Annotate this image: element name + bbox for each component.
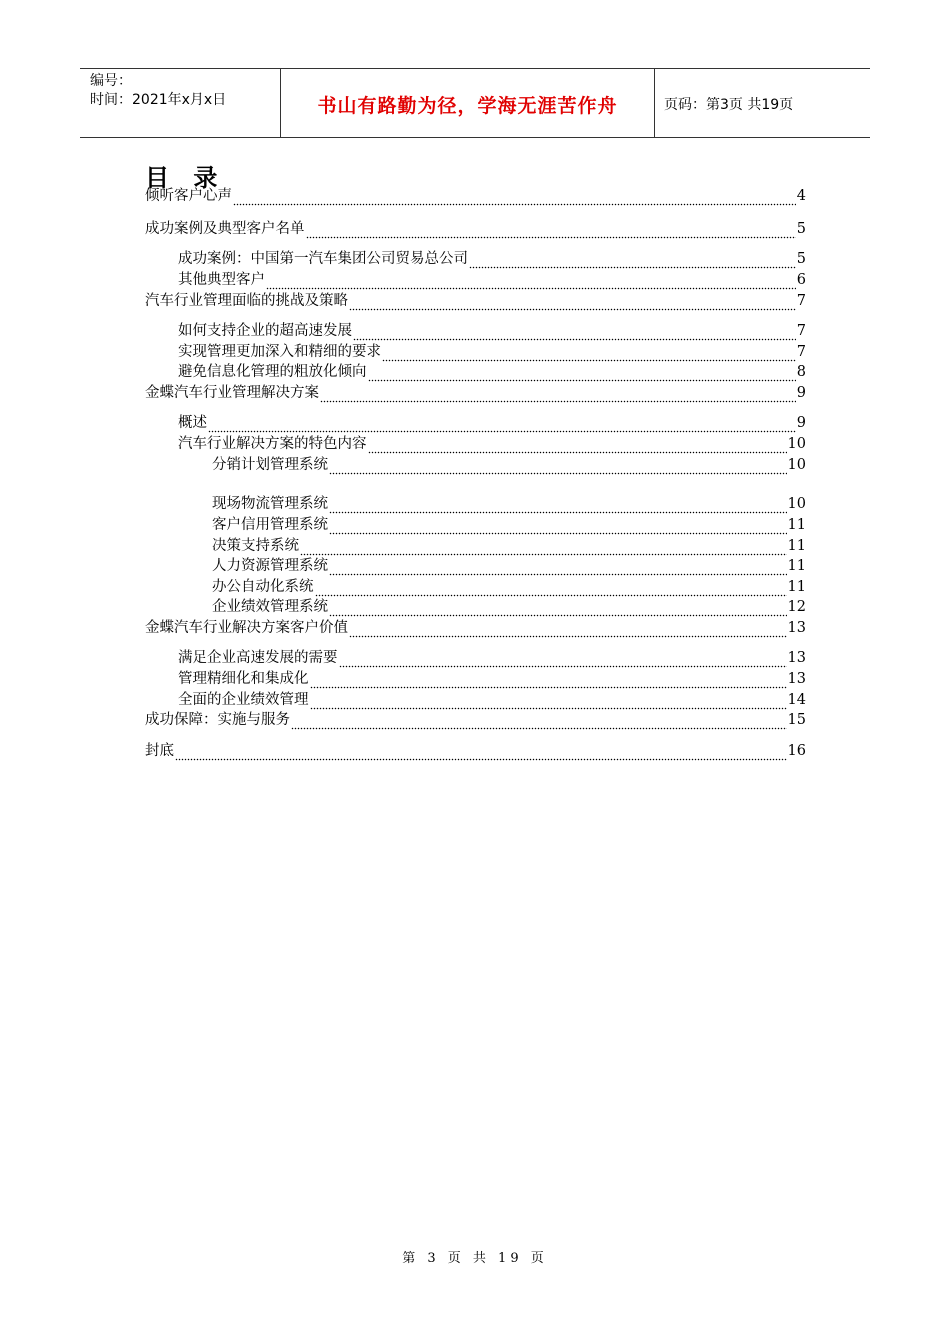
toc-entry[interactable] [178, 648, 806, 668]
toc-dot-leader [329, 500, 787, 514]
toc-entry-page: 11 [787, 517, 806, 533]
toc-dot-leader [310, 675, 787, 689]
toc-entry[interactable] [212, 455, 806, 475]
toc-dot-leader [329, 521, 787, 535]
toc-entry-title: 金蝶汽车行业解决方案客户价值 [145, 620, 348, 636]
toc-entry[interactable] [212, 597, 806, 617]
document-date-label: 时间：2021年x月x日 [90, 92, 227, 108]
toc-entry[interactable] [212, 515, 806, 535]
toc-entry-title: 企业绩效管理系统 [212, 599, 328, 615]
toc-entry[interactable] [145, 186, 806, 206]
toc-entry-page: 6 [796, 272, 806, 288]
toc-entry-page: 5 [796, 251, 806, 267]
toc-entry-page: 13 [787, 650, 806, 666]
toc-entry-page: 10 [787, 496, 806, 512]
toc-entry-title: 分销计划管理系统 [212, 457, 328, 473]
toc-entry-title: 决策支持系统 [212, 538, 299, 554]
toc-dot-leader [329, 603, 787, 617]
toc-dot-leader [353, 327, 796, 341]
toc-entry-title: 如何支持企业的超高速发展 [178, 323, 352, 339]
toc-entry-page: 9 [796, 415, 806, 431]
toc-dot-leader [208, 419, 796, 433]
toc-dot-leader [233, 192, 796, 206]
toc-entry-title: 现场物流管理系统 [212, 496, 328, 512]
toc-dot-leader [329, 461, 787, 475]
toc-entry-page: 13 [787, 671, 806, 687]
toc-entry-page: 7 [796, 323, 806, 339]
toc-dot-leader [368, 368, 796, 382]
toc-entry[interactable] [145, 291, 806, 311]
toc-entry[interactable] [178, 669, 806, 689]
toc-entry-title: 客户信用管理系统 [212, 517, 328, 533]
toc-dot-leader [320, 389, 796, 403]
toc-entry-title: 办公自动化系统 [212, 579, 314, 595]
header-page-info: 页码：第3页 共19页 [664, 97, 794, 113]
toc-entry-title: 汽车行业管理面临的挑战及策略 [145, 293, 348, 309]
toc-entry-page: 7 [796, 344, 806, 360]
header-slogan: 书山有路勤为径，学海无涯苦作舟 [317, 95, 618, 117]
toc-entry-page: 11 [787, 558, 806, 574]
toc-entry-title: 汽车行业解决方案的特色内容 [178, 436, 367, 452]
toc-dot-leader [368, 440, 787, 454]
toc-entry[interactable] [212, 556, 806, 576]
toc-dot-leader [329, 562, 787, 576]
toc-entry[interactable] [178, 321, 806, 341]
toc-dot-leader [310, 696, 787, 710]
toc-entry-page: 11 [787, 579, 806, 595]
toc-entry-page: 11 [787, 538, 806, 554]
toc-dot-leader [291, 716, 787, 730]
toc-dot-leader [349, 624, 787, 638]
toc-dot-leader [339, 654, 787, 668]
toc-entry-page: 7 [796, 293, 806, 309]
toc-dot-leader [382, 348, 796, 362]
toc-entry-title: 概述 [178, 415, 207, 431]
toc-entry-page: 14 [787, 692, 806, 708]
toc-entry[interactable] [178, 342, 806, 362]
toc-title: 目 录 [145, 164, 226, 192]
toc-entry-title: 实现管理更加深入和精细的要求 [178, 344, 381, 360]
toc-entry-title: 倾听客户心声 [145, 188, 232, 204]
document-number-label: 编号： [90, 73, 132, 89]
toc-entry-title: 避免信息化管理的粗放化倾向 [178, 364, 367, 380]
toc-dot-leader [469, 255, 796, 269]
toc-entry-page: 9 [796, 385, 806, 401]
toc-entry[interactable] [178, 413, 806, 433]
toc-dot-leader [266, 276, 796, 290]
toc-entry[interactable] [145, 219, 806, 239]
toc-entry[interactable] [178, 249, 806, 269]
toc-entry[interactable] [212, 536, 806, 556]
toc-entry-page: 12 [787, 599, 806, 615]
toc-dot-leader [306, 225, 796, 239]
toc-entry-title: 全面的企业绩效管理 [178, 692, 309, 708]
toc-entry-page: 13 [787, 620, 806, 636]
toc-entry[interactable] [212, 494, 806, 514]
toc-entry[interactable] [178, 690, 806, 710]
toc-entry-title: 其他典型客户 [178, 272, 265, 288]
toc-entry-page: 4 [796, 188, 806, 204]
toc-entry[interactable] [178, 362, 806, 382]
toc-dot-leader [175, 747, 787, 761]
footer-page-number: 第 3 页 共 19 页 [402, 1251, 548, 1266]
toc-entry-page: 15 [787, 712, 806, 728]
toc-dot-leader [349, 297, 796, 311]
toc-dot-leader [300, 542, 787, 556]
toc-entry-title: 金蝶汽车行业管理解决方案 [145, 385, 319, 401]
toc-entry-page: 5 [796, 221, 806, 237]
toc-entry-title: 人力资源管理系统 [212, 558, 328, 574]
toc-entry-page: 16 [787, 743, 806, 759]
toc-entry[interactable] [145, 383, 806, 403]
toc-entry-title: 管理精细化和集成化 [178, 671, 309, 687]
toc-entry-page: 10 [787, 436, 806, 452]
toc-entry[interactable] [145, 618, 806, 638]
toc-entry-title: 满足企业高速发展的需要 [178, 650, 338, 666]
toc-dot-leader [315, 583, 787, 597]
toc-entry[interactable] [145, 741, 806, 761]
toc-entry-title: 成功案例及典型客户名单 [145, 221, 305, 237]
toc-entry[interactable] [178, 434, 806, 454]
toc-entry-title: 成功保障：实施与服务 [145, 712, 290, 728]
toc-entry-title: 封底 [145, 743, 174, 759]
toc-entry[interactable] [212, 577, 806, 597]
toc-entry-page: 10 [787, 457, 806, 473]
toc-entry-page: 8 [796, 364, 806, 380]
toc-entry[interactable] [145, 710, 806, 730]
toc-entry-title: 成功案例：中国第一汽车集团公司贸易总公司 [178, 251, 468, 267]
toc-entry[interactable] [178, 270, 806, 290]
page-footer [0, 1247, 950, 1266]
